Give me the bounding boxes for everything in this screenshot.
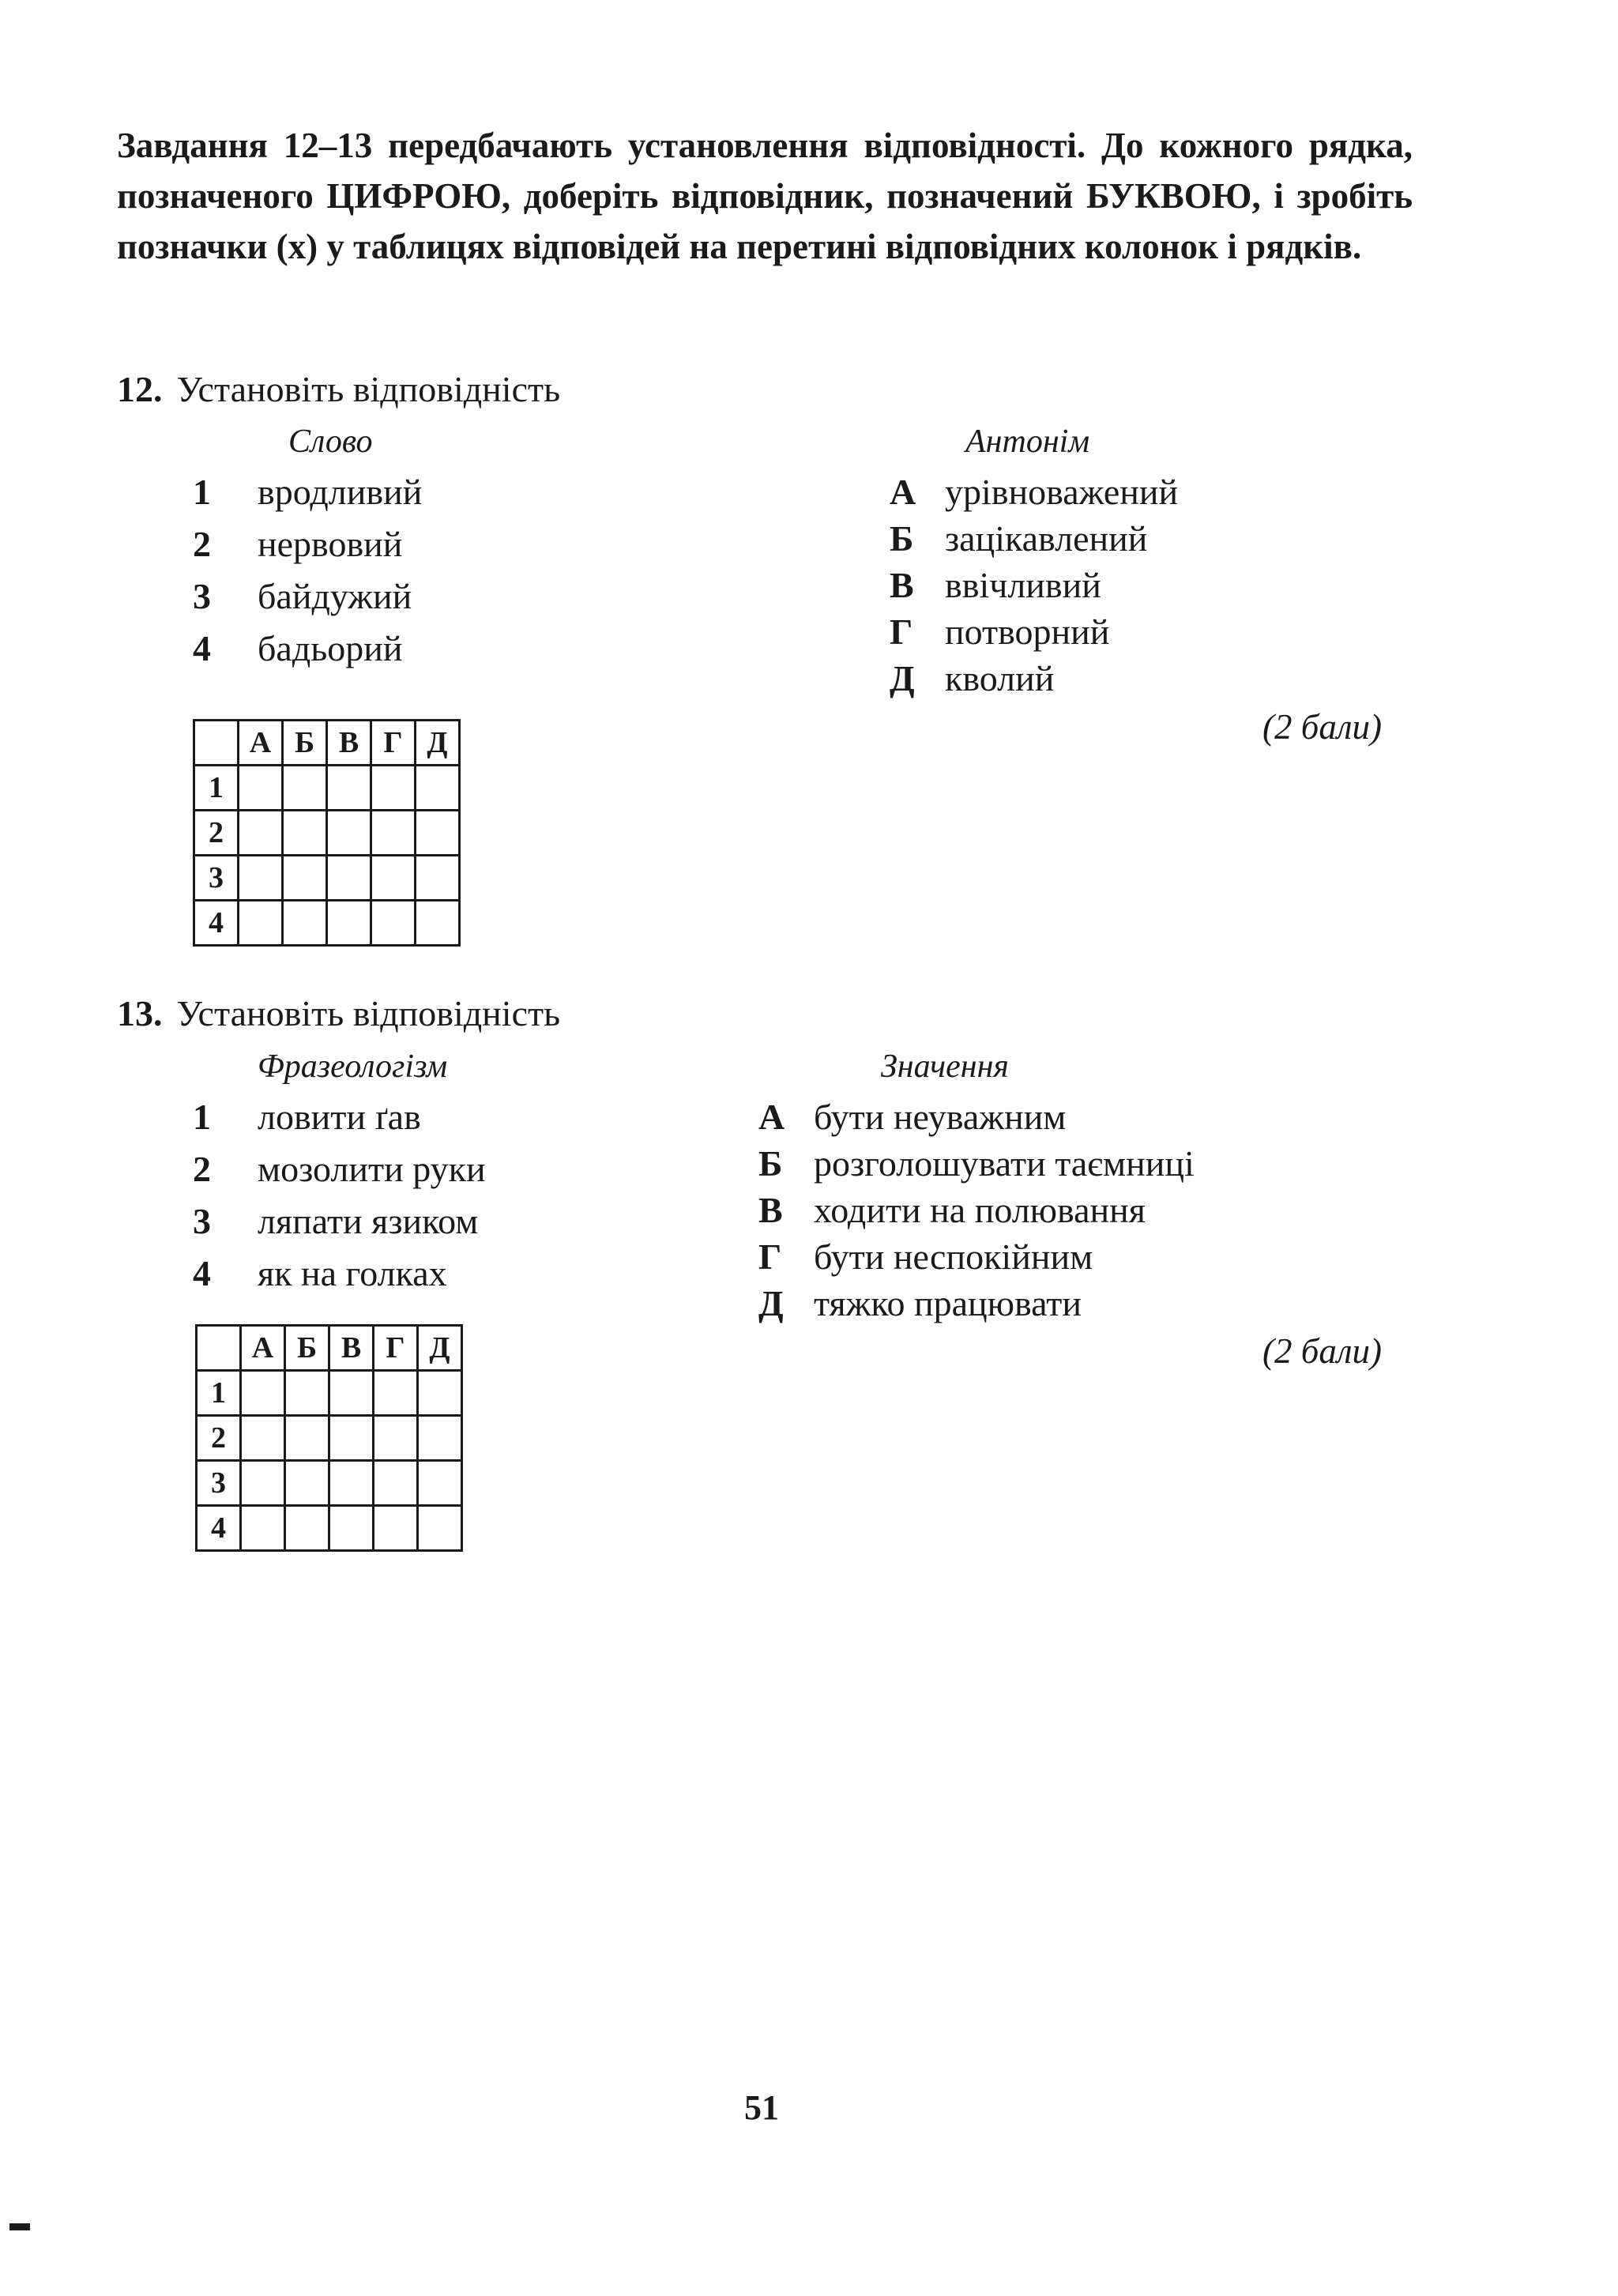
- answer-cell-2-b[interactable]: [285, 1416, 329, 1461]
- answer-cell-3-a[interactable]: [241, 1461, 285, 1506]
- grid-row-4: [194, 901, 460, 946]
- item-key: 2: [193, 524, 211, 564]
- item-text: бути неспокійним: [814, 1236, 1093, 1277]
- answer-cell-1-v[interactable]: [327, 766, 371, 811]
- task-12-number: 12.: [117, 369, 163, 409]
- item-text: ввічливий: [945, 565, 1101, 605]
- task-13-idiom-3: [193, 1200, 478, 1242]
- task-13-points: (2 бали): [1262, 1331, 1382, 1371]
- item-text: ловити ґав: [258, 1097, 421, 1137]
- item-text: бути неуважним: [814, 1097, 1067, 1137]
- answer-cell-4-b[interactable]: [283, 901, 327, 946]
- grid-header-row: [194, 721, 460, 766]
- answer-cell-1-b[interactable]: [283, 766, 327, 811]
- answer-cell-2-v[interactable]: [329, 1416, 374, 1461]
- task-13-heading: [117, 992, 560, 1034]
- task-13-idiom-4: [193, 1252, 447, 1294]
- item-key: Г: [890, 612, 913, 652]
- task-12-antonym-a: [890, 471, 1178, 513]
- grid-row-1: [194, 766, 460, 811]
- task-13-meaning-a: [758, 1096, 1066, 1138]
- answer-cell-4-g[interactable]: [374, 1506, 418, 1551]
- answer-cell-1-g[interactable]: [371, 766, 416, 811]
- grid-row-3: [194, 856, 460, 901]
- item-key: 1: [193, 472, 211, 512]
- answer-cell-4-g[interactable]: [371, 901, 416, 946]
- task-13-right-heading: Значення: [881, 1048, 1009, 1085]
- item-text: потворний: [945, 612, 1110, 652]
- answer-cell-3-b[interactable]: [285, 1461, 329, 1506]
- grid-col-header: В: [327, 721, 371, 766]
- task-13-meaning-g: [758, 1236, 1093, 1278]
- answer-cell-4-a[interactable]: [241, 1506, 285, 1551]
- task-13-answer-grid: [195, 1324, 463, 1552]
- item-key: Д: [890, 658, 915, 698]
- grid-row-header: 3: [197, 1461, 241, 1506]
- task-13-meaning-b: [758, 1142, 1195, 1184]
- item-text: кволий: [945, 658, 1055, 698]
- grid-col-header: В: [329, 1326, 374, 1371]
- item-text: мозолити руки: [258, 1149, 486, 1189]
- instructions-paragraph: [117, 120, 1413, 272]
- item-text: вродливий: [258, 472, 423, 512]
- answer-cell-4-d[interactable]: [418, 1506, 462, 1551]
- answer-cell-1-d[interactable]: [418, 1371, 462, 1416]
- task-13-meaning-v: [758, 1189, 1146, 1231]
- answer-cell-4-a[interactable]: [239, 901, 283, 946]
- grid-row-1: [197, 1371, 462, 1416]
- grid-corner-cell: [197, 1326, 241, 1371]
- grid-col-header: А: [241, 1326, 285, 1371]
- grid-col-header: Б: [283, 721, 327, 766]
- item-text: зацікавлений: [945, 518, 1148, 559]
- grid-row-header: 2: [197, 1416, 241, 1461]
- item-text: нервовий: [258, 524, 403, 564]
- grid-col-header: А: [239, 721, 283, 766]
- item-key: 4: [193, 1253, 211, 1293]
- answer-cell-3-v[interactable]: [327, 856, 371, 901]
- answer-cell-3-d[interactable]: [418, 1461, 462, 1506]
- item-key: 2: [193, 1149, 211, 1189]
- item-text: тяжко працювати: [814, 1283, 1082, 1323]
- task-12-right-heading: Антонім: [965, 423, 1090, 460]
- task-12-answer-grid: [193, 719, 461, 947]
- item-key: В: [890, 565, 914, 605]
- answer-cell-3-a[interactable]: [239, 856, 283, 901]
- task-12-word-3: [193, 575, 412, 617]
- grid-col-header: Г: [371, 721, 416, 766]
- grid-row-header: 2: [194, 811, 239, 856]
- grid-col-header: Д: [418, 1326, 462, 1371]
- item-key: В: [758, 1190, 783, 1230]
- grid-row-3: [197, 1461, 462, 1506]
- grid-col-header: Г: [374, 1326, 418, 1371]
- answer-cell-2-a[interactable]: [241, 1416, 285, 1461]
- item-key: Б: [890, 518, 914, 559]
- item-text: як на голках: [258, 1253, 447, 1293]
- grid-row-header: 1: [194, 766, 239, 811]
- grid-row-header: 4: [194, 901, 239, 946]
- instructions-text-2: , доберіть відповідник, позначений: [501, 176, 1086, 216]
- task-12-antonym-v: [890, 564, 1101, 606]
- grid-row-2: [197, 1416, 462, 1461]
- answer-cell-2-g[interactable]: [374, 1416, 418, 1461]
- instructions-text-1: Завдання 12–13 передбачають установлення відповідності. До кожного рядка, позначеного: [117, 126, 1413, 216]
- answer-cell-4-d[interactable]: [416, 901, 460, 946]
- answer-cell-3-b[interactable]: [283, 856, 327, 901]
- item-text: ходити на полювання: [814, 1190, 1146, 1230]
- task-13-title: Установіть відповідність: [176, 993, 561, 1033]
- item-key: А: [890, 472, 916, 512]
- answer-cell-2-a[interactable]: [239, 811, 283, 856]
- grid-row-header: 4: [197, 1506, 241, 1551]
- item-key: 4: [193, 628, 211, 668]
- answer-cell-3-v[interactable]: [329, 1461, 374, 1506]
- answer-cell-1-b[interactable]: [285, 1371, 329, 1416]
- item-text: розголошувати таємниці: [814, 1143, 1195, 1184]
- answer-cell-2-d[interactable]: [416, 811, 460, 856]
- answer-cell-2-g[interactable]: [371, 811, 416, 856]
- instructions-letter-word: БУКВОЮ: [1086, 176, 1252, 216]
- task-12-left-heading: Слово: [288, 423, 373, 460]
- grid-corner-cell: [194, 721, 239, 766]
- grid-col-header: Б: [285, 1326, 329, 1371]
- scan-edge-mark: [9, 2223, 30, 2230]
- task-12-antonym-g: [890, 611, 1109, 653]
- answer-cell-4-b[interactable]: [285, 1506, 329, 1551]
- page-number: 51: [744, 2088, 779, 2127]
- task-12-title: Установіть відповідність: [176, 369, 561, 409]
- answer-cell-1-g[interactable]: [374, 1371, 418, 1416]
- instructions-text-3: , і зробіть позначки (х) у таблицях відповідей на перетині відповідних колонок і рядків.: [117, 176, 1413, 266]
- item-text: бадьорий: [258, 628, 403, 668]
- task-13-idiom-1: [193, 1096, 421, 1138]
- task-13-number: 13.: [117, 993, 163, 1033]
- answer-cell-2-d[interactable]: [418, 1416, 462, 1461]
- item-text: байдужий: [258, 576, 412, 616]
- item-key: 3: [193, 576, 211, 616]
- item-key: Г: [758, 1236, 782, 1277]
- instructions-digit-word: ЦИФРОЮ: [326, 176, 502, 216]
- task-12-word-1: [193, 471, 422, 513]
- grid-row-2: [194, 811, 460, 856]
- answer-cell-3-g[interactable]: [374, 1461, 418, 1506]
- item-key: Д: [758, 1283, 784, 1323]
- answer-cell-1-v[interactable]: [329, 1371, 374, 1416]
- answer-cell-1-d[interactable]: [416, 766, 460, 811]
- task-12-points: (2 бали): [1262, 707, 1382, 747]
- answer-cell-1-a[interactable]: [241, 1371, 285, 1416]
- grid-row-header: 3: [194, 856, 239, 901]
- task-13-meaning-d: [758, 1282, 1082, 1324]
- task-12-heading: [117, 368, 560, 410]
- task-12-antonym-b: [890, 518, 1147, 559]
- task-13-idiom-2: [193, 1148, 486, 1190]
- answer-cell-1-a[interactable]: [239, 766, 283, 811]
- task-13-left-heading: Фразеологізм: [258, 1048, 448, 1085]
- answer-cell-3-d[interactable]: [416, 856, 460, 901]
- item-text: урівноважений: [945, 472, 1179, 512]
- item-key: 1: [193, 1097, 211, 1137]
- answer-cell-3-g[interactable]: [371, 856, 416, 901]
- item-key: Б: [758, 1143, 783, 1184]
- answer-cell-4-v[interactable]: [327, 901, 371, 946]
- task-12-word-4: [193, 627, 402, 669]
- grid-row-4: [197, 1506, 462, 1551]
- grid-header-row: [197, 1326, 462, 1371]
- task-12-antonym-d: [890, 657, 1054, 699]
- task-12-word-2: [193, 523, 402, 565]
- answer-cell-2-v[interactable]: [327, 811, 371, 856]
- answer-cell-4-v[interactable]: [329, 1506, 374, 1551]
- grid-col-header: Д: [416, 721, 460, 766]
- item-key: 3: [193, 1201, 211, 1241]
- item-text: ляпати язиком: [258, 1201, 479, 1241]
- grid-row-header: 1: [197, 1371, 241, 1416]
- item-key: А: [758, 1097, 785, 1137]
- answer-cell-2-b[interactable]: [283, 811, 327, 856]
